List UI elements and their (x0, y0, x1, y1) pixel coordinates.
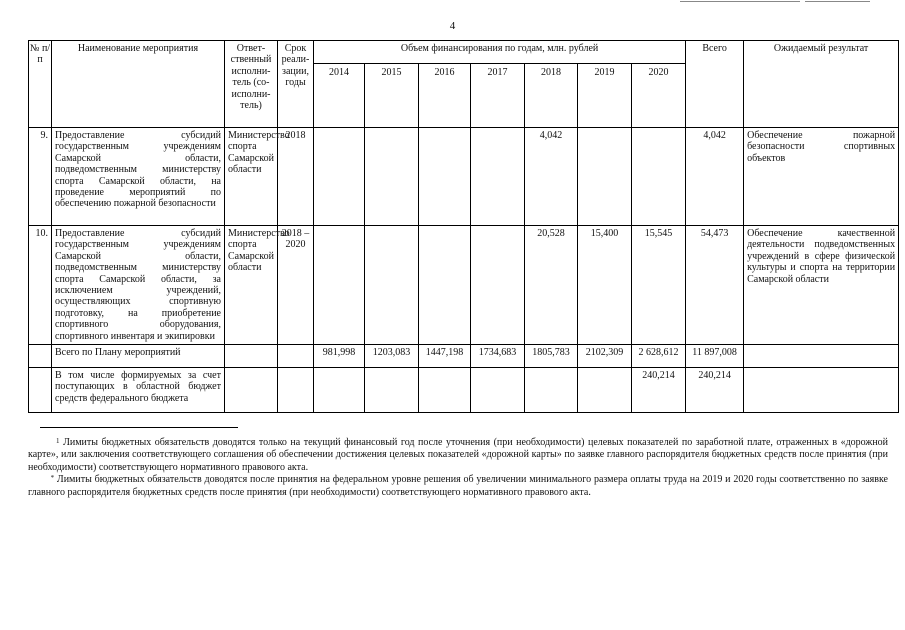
footnote (28, 437, 888, 474)
header-funding: Объем финансирования по годам, млн. рублей (314, 41, 686, 64)
header-term: Срок реали-зации, годы (278, 41, 314, 128)
row-value (365, 226, 419, 345)
summary-value (471, 368, 525, 413)
row-value (471, 226, 525, 345)
footnote-mark: * (50, 474, 55, 483)
header-result: Ожидаемый результат (744, 41, 899, 128)
summary-value (365, 368, 419, 413)
page-number: 4 (449, 20, 456, 32)
summary-value: 1447,198 (419, 345, 471, 368)
table-header-row (29, 41, 899, 64)
footnote-mark: 1 (56, 437, 60, 445)
row-value: 15,400 (578, 226, 632, 345)
footnote (28, 474, 888, 499)
table-row (29, 226, 899, 345)
header-year: 2019 (578, 64, 632, 128)
row-value (419, 226, 471, 345)
header-year: 2015 (365, 64, 419, 128)
row-term: 2018 – 2020 (278, 226, 314, 345)
row-value (578, 128, 632, 226)
footnote-text: Лимиты бюджетных обязательств доводятся только на текущий финансовый год после уточнения (при необходимости) целевых показателей по заработной плате, отраженных в «дорожной карте», или заключения соответствующего соглашения об обеспечении достижения целевых показателей «дорожной карты» по заявке главного распорядителя бюджетных средств после принятия (при необходимости) соответствующего нормативного правового акта. (28, 437, 889, 473)
header-total: Всего (686, 41, 744, 128)
footnote-text: Лимиты бюджетных обязательств доводятся после принятия на федеральном уровне решения об увеличении минимального размера оплаты труда на 2019 и 2020 годы соответственно по заявке главного распорядителя бюджетных средств после принятия (при необходимости) соответствующего нормативного правового акта. (28, 474, 889, 498)
summary-value (525, 368, 578, 413)
summary-value (419, 368, 471, 413)
summary-value: 1203,083 (365, 345, 419, 368)
row-value (471, 128, 525, 226)
row-value (314, 128, 365, 226)
row-value (632, 128, 686, 226)
header-year: 2014 (314, 64, 365, 128)
summary-value (578, 368, 632, 413)
summary-row (29, 345, 899, 368)
header-year: 2017 (471, 64, 525, 128)
row-name: Предоставление субсидий государственным учреждениям Самарской области, подведомственным министерству спорта Самарской области, за исключением учреждений, осуществляющих спортивную подготовку, на приобретение спортивного оборудования, спортивного инвентаря и экипировки (52, 226, 225, 345)
top-rule (805, 1, 870, 2)
summary-value: 981,998 (314, 345, 365, 368)
row-responsible: Министерство спорта Самарской области (225, 226, 278, 345)
funding-table (28, 40, 899, 413)
row-total: 4,042 (686, 128, 744, 226)
row-result: Обеспечение пожарной безопасности спортивных объектов (744, 128, 899, 226)
row-no: 10. (29, 226, 52, 345)
row-value (419, 128, 471, 226)
summary-total: 11 897,008 (686, 345, 744, 368)
header-responsible: Ответ-ственный исполни-тель (со-исполни-тель) (225, 41, 278, 128)
header-name: Наименование мероприятия (52, 41, 225, 128)
header-year: 2020 (632, 64, 686, 128)
summary-value: 1734,683 (471, 345, 525, 368)
row-result: Обеспечение качественной деятельности подведомственных учреждений в сфере физической культуры и спорта на территории Самарской области (744, 226, 899, 345)
summary-value: 2102,309 (578, 345, 632, 368)
row-no: 9. (29, 128, 52, 226)
row-value (365, 128, 419, 226)
top-rule (680, 1, 800, 2)
row-value (314, 226, 365, 345)
row-term: 2018 (278, 128, 314, 226)
row-total: 54,473 (686, 226, 744, 345)
row-value: 20,528 (525, 226, 578, 345)
header-year: 2018 (525, 64, 578, 128)
summary-label: Всего по Плану мероприятий (52, 345, 225, 368)
summary-label: В том числе формируемых за счет поступающих в областной бюджет средств федерального бюджета (52, 368, 225, 413)
summary-value: 240,214 (632, 368, 686, 413)
row-value: 15,545 (632, 226, 686, 345)
header-no: № п/п (29, 41, 52, 128)
summary-value: 2 628,612 (632, 345, 686, 368)
summary-value (314, 368, 365, 413)
row-responsible: Министерство спорта Самарской области (225, 128, 278, 226)
summary-total: 240,214 (686, 368, 744, 413)
header-year: 2016 (419, 64, 471, 128)
summary-value: 1805,783 (525, 345, 578, 368)
footnote-separator (40, 427, 238, 428)
row-name: Предоставление субсидий государственным учреждениям Самарской области, подведомственным министерству спорта Самарской области, на проведение мероприятий по обеспечению пожарной безопасности (52, 128, 225, 226)
table-row (29, 128, 899, 226)
row-value: 4,042 (525, 128, 578, 226)
summary-row (29, 368, 899, 413)
footnotes (28, 427, 888, 499)
